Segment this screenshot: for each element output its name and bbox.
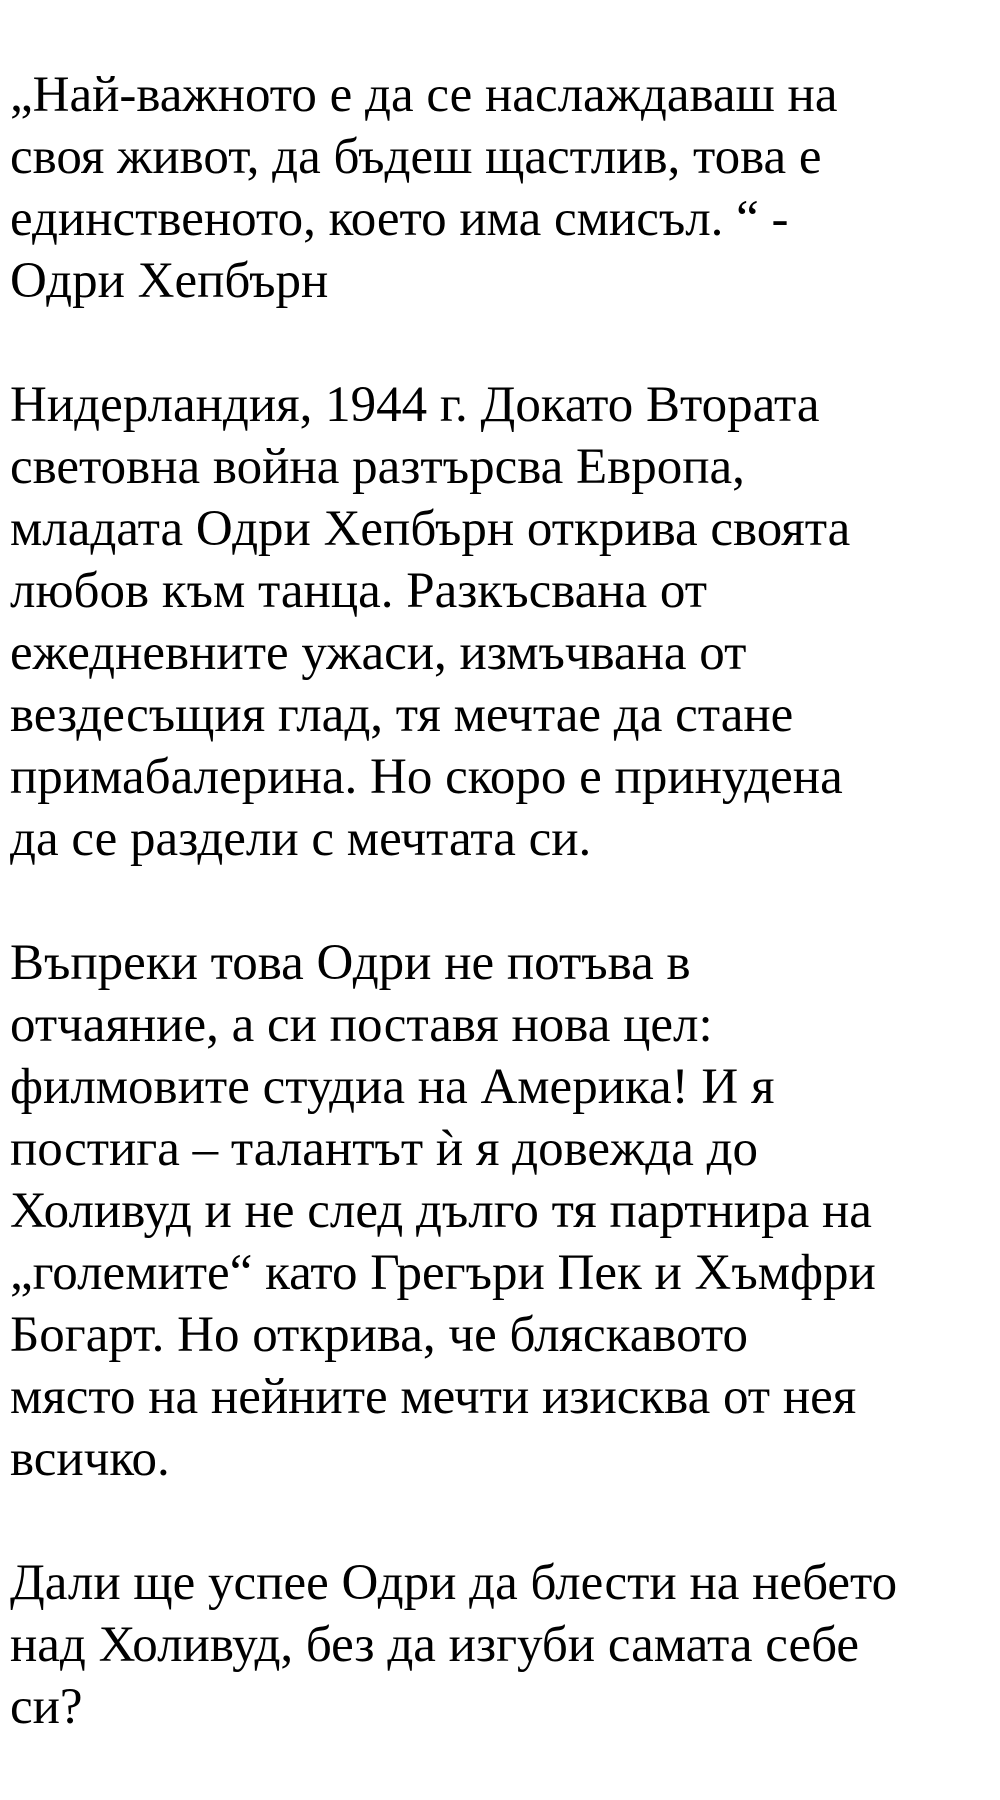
synopsis-paragraph-1: Нидерландия, 1944 г. Докато Втората световна война разтърсва Европа, младата Одри Хепбърн открива своята любов към танца. Разкъсвана от ежедневните ужаси, измъчвана от вездесъщия глад, тя мечтае да стане примабалерина. Но скоро е принудена да се раздели с мечтата си. (10, 377, 851, 867)
synopsis-paragraph-2: Въпреки това Одри не потъва в отчаяние, а си поставя нова цел: филмовите студиа на Америка! И я постига – талантът ѝ я довежда до Холивуд и не след дълго тя партнира на „големите“ като Грегъри Пек и Хъмфри Богарт. Но открива, че бляскавото място на нейните мечти изисква от нея всичко. (10, 935, 876, 1487)
synopsis-paragraph-3: Дали ще успее Одри да блести на небето над Холивуд, без да изгуби самата себе си? (10, 1555, 898, 1735)
quote-text: „Най-важното е да се наслаждаваш на своя живот, да бъдеш щастлив, това е единственото, което има смисъл. “ - Одри Хепбърн (10, 67, 838, 309)
book-synopsis (10, 312, 995, 1800)
